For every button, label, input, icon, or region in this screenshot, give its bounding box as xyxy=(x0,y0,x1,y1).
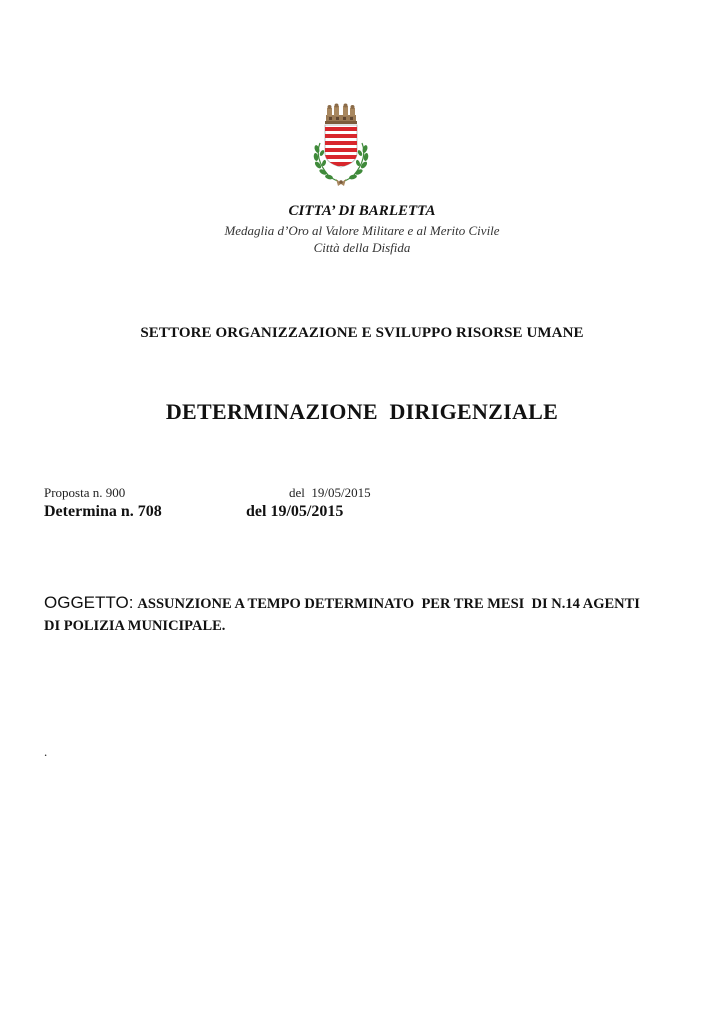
coat-of-arms-icon xyxy=(308,103,374,189)
oggetto-label: OGGETTO: xyxy=(44,593,134,612)
oggetto-text: ASSUNZIONE A TEMPO DETERMINATO PER TRE MESI DI N.14 AGENTI DI POLIZIA MUNICIPALE. xyxy=(44,596,644,634)
proposta-number: Proposta n. 900 xyxy=(44,485,126,500)
oggetto-section xyxy=(44,592,654,637)
document-title: DETERMINAZIONE DIRIGENZIALE xyxy=(165,399,559,424)
proposta-date: del 19/05/2015 xyxy=(289,485,371,500)
crown-icon xyxy=(325,104,357,125)
medal-subtitle: Medaglia d’Oro al Valore Militare e al Merito Civile xyxy=(224,223,500,238)
determina-number: Determina n. 708 xyxy=(44,503,162,520)
city-motto: Città della Disfida xyxy=(313,240,411,255)
determina-date: del 19/05/2015 xyxy=(246,503,344,520)
ribbon-icon xyxy=(336,179,346,186)
footer-mark: . xyxy=(44,744,48,759)
shield-icon xyxy=(325,125,357,167)
city-name: CITTA’ DI BARLETTA xyxy=(288,203,436,219)
sector-heading: SETTORE ORGANIZZAZIONE E SVILUPPO RISORSE UMANE xyxy=(140,325,584,341)
